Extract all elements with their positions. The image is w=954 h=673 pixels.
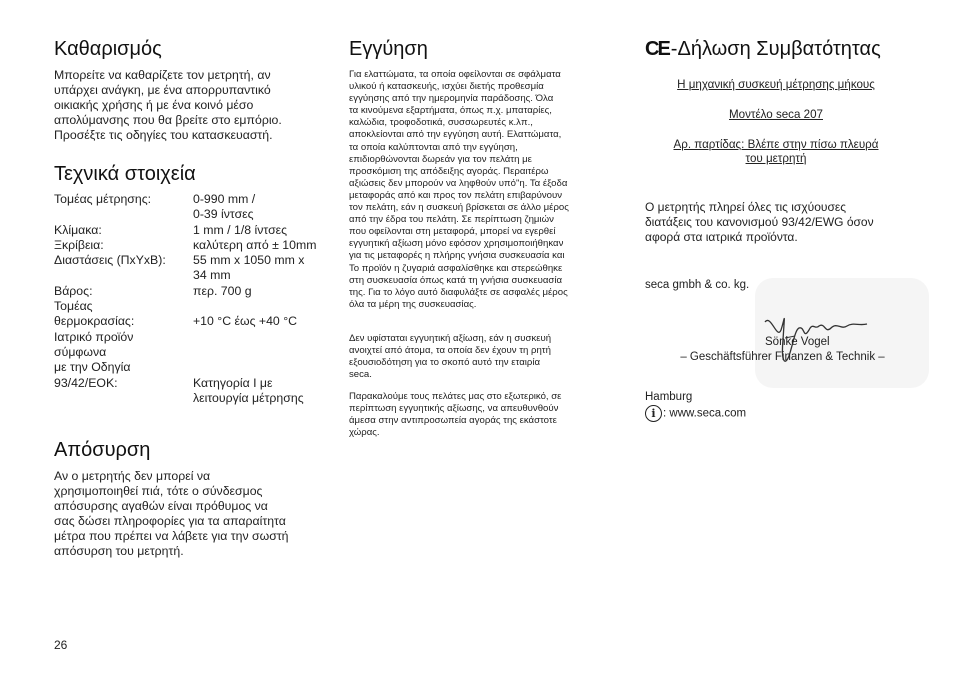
warranty-paragraph-3 (349, 391, 561, 439)
specs-table (54, 192, 333, 406)
disposal-text (54, 469, 289, 559)
declaration-heading (645, 38, 881, 61)
signer-name: Sönke Vogel (765, 336, 830, 348)
declaration-title: -Δήλωση Συμβατότητας (670, 38, 881, 60)
text-line: αποκλείονται από την εγγύηση αυτή. Ελαττώματα, (349, 129, 562, 141)
text-line: Το προϊόν η ζυγαριά ασφαλίσθηκε και στερεώθηκε (349, 262, 563, 274)
text-line: χώρας. (349, 427, 380, 439)
text-line: στη συσκευασία όπως κατά τη γνήσια συσκευασία (349, 274, 563, 286)
spec-row (54, 192, 333, 223)
text-line: Προσέξτε τις οδηγίες του κατασκευαστή. (54, 128, 273, 142)
spec-row (54, 299, 333, 330)
text-line: Μπορείτε να καθαρίζετε τον μετρητή, αν (54, 68, 271, 82)
text-line: οικιακής χρήσης ή με ένα κοινό μέσο (54, 98, 254, 112)
spec-label: Ιατρικό προϊόν σύμφωνα με την Οδηγία 93/42/ΕΟΚ: (54, 329, 134, 390)
compliance-text (645, 200, 874, 245)
text-line: εξουσιοδότηση για το σκοπό αυτό την εταιρία (349, 357, 541, 369)
text-line: μεταφοράς από και προς τον πελάτη επιβαρύνουν (349, 189, 563, 201)
warranty-paragraph-1 (349, 69, 569, 311)
spec-value: 55 mm x 1050 mm x 34 mm (193, 253, 305, 283)
website-link[interactable]: : www.seca.com (663, 407, 747, 420)
spec-label: Τομέας μέτρησης: (54, 192, 152, 206)
text-line: εγγύησης από την ημερομηνία παράδοσης. Όλα (349, 93, 554, 105)
info-icon: i (645, 405, 662, 422)
text-line: επιδιορθώνονται δωρεάν για τον πελάτη με (349, 153, 532, 165)
spec-value: 0-990 mm / 0-39 ίντσες (193, 192, 256, 222)
text-line: Δεν υφίσταται εγγυητική αξίωση, εάν η συσκευή (349, 333, 552, 344)
text-line: Αν ο μετρητής δεν μπορεί να (54, 469, 211, 483)
text-line: σας δώσει πληροφορίες για τα απαραίτητα (54, 514, 286, 528)
text-line: μέτρα που πρέπει να λάβετε για την σωστή (54, 529, 289, 543)
text-line: seca. (349, 369, 372, 381)
spec-row (54, 330, 333, 406)
spec-label: Τομέας θερμοκρασίας: (54, 299, 135, 329)
spec-label: Βάρος: (54, 283, 93, 298)
company-name: seca gmbh & co. kg. (645, 279, 750, 291)
text-line: υπάρχει ανάγκη, με ένα απορρυπαντικό (54, 83, 271, 97)
city: Hamburg (645, 391, 693, 403)
text-line: της. Για το λόγο αυτό διαφυλάξτε σε ασφαλές μέρος (349, 286, 568, 298)
spec-label: Κλίμακα: (54, 222, 102, 237)
text-line: που οφείλονται στη μεταφορά, μπορεί να εγερθεί (349, 226, 556, 238)
text-line: αφορά στα ιατρικά προϊόντα. (645, 230, 798, 244)
text-line: Ο μετρητής πληρεί όλες τις ισχύουσες (645, 200, 846, 214)
spec-label: Ξκρίβεια: (54, 237, 104, 252)
spec-row (54, 223, 333, 238)
text-line: διατάξεις του κανονισμού 93/42/EWG όσον (645, 215, 874, 229)
text-line: από την έδρα του πελάτη. Σε περίπτωση ζημιών (349, 214, 554, 226)
spec-value: 1 mm / 1/8 ίντσες (193, 222, 288, 237)
text-line: απόσυρσης αγαθών είναι πρόθυμος να (54, 499, 268, 513)
text-line: τα οποία καλύπτονται από την εγγύηση, (349, 141, 518, 153)
cleaning-text (54, 68, 282, 143)
text-line: για τις μεταφορές η πλήρης γνήσια συσκευασία και (349, 250, 565, 262)
text-line: Για ελαττώματα, τα οποία οφείλονται σε σφάλματα (349, 69, 561, 80)
spec-value: περ. 700 g (193, 283, 252, 298)
text-line: εγγυητική αξίωση μόνο εφόσον χρησιμοποιήθηκαν (349, 238, 564, 250)
spec-value: καλύτερη από ± 10mm (193, 237, 317, 252)
lot-line: Αρ. παρτίδας: Βλέπε στην πίσω πλευρά του μετρητή (673, 138, 879, 165)
specs-heading: Τεχνικά στοιχεία (54, 163, 196, 185)
signer-block (645, 335, 920, 365)
text-line: τον πελάτη, εάν η συσκευή βρίσκεται σε άλλο μέρος (349, 202, 569, 214)
website-row (645, 405, 746, 422)
text-line: αξιώσεις δεν μπορούν να ληφθούν υπό"η. Τα έξοδα (349, 177, 568, 189)
text-line: καλώδια, τροφοδοτικά, συσσωρευτές κ.λπ., (349, 117, 533, 129)
page-number: 26 (54, 638, 68, 652)
contact-block (645, 389, 746, 422)
disposal-heading: Απόσυρση (54, 439, 151, 461)
text-line: ανοιχτεί από άτομα, τα οποία δεν έχουν τη ρητή (349, 345, 551, 357)
spec-value: Κατηγορία I με λειτουργία μέτρησης (193, 375, 304, 405)
text-line: άμεσα στην αντιπροσωπεία αγοράς της εκάστοτε (349, 415, 557, 427)
text-line: Παρακαλούμε τους πελάτες μας στο εξωτερικό, σε (349, 391, 562, 402)
spec-row (54, 238, 333, 253)
warranty-heading: Εγγύηση (349, 38, 428, 60)
text-line: τα κινούμενα εξαρτήματα, όπως π.χ. μπαταρίες, (349, 105, 552, 117)
cleaning-heading: Καθαρισμός (54, 38, 162, 60)
text-line: προσκόμιση της απόδειξης αγοράς. Περαιτέρω (349, 165, 549, 177)
text-line: όλα τα μέρη της συσκευασίας. (349, 298, 477, 310)
text-line: απόσυρση του μετρητή. (54, 544, 184, 558)
spec-label: Διαστάσεις (ΠxΥxΒ): (54, 253, 166, 268)
text-line: υλικού ή κατασκευής, ισχύει διετής προθεσμία (349, 81, 544, 93)
text-line: περίπτωση εγγυητικής αξίωσης, να απευθυνθούν (349, 403, 559, 415)
model-line: Μοντέλο seca 207 (729, 108, 823, 121)
spec-row (54, 253, 333, 284)
spec-row (54, 284, 333, 299)
ce-mark-icon: CE (645, 38, 669, 60)
text-line: χρησιμοποιηθεί πιά, τότε ο σύνδεσμος (54, 484, 263, 498)
warranty-paragraph-2 (349, 333, 551, 381)
device-line: Η μηχανική συσκευή μέτρησης μήκους (677, 78, 875, 91)
signer-role: – Geschäftsführer Finanzen & Technik – (680, 351, 885, 363)
text-line: απολύμανσης που θα βρείτε στο εμπόριο. (54, 113, 282, 127)
spec-value: +10 °C έως +40 °C (193, 314, 297, 329)
